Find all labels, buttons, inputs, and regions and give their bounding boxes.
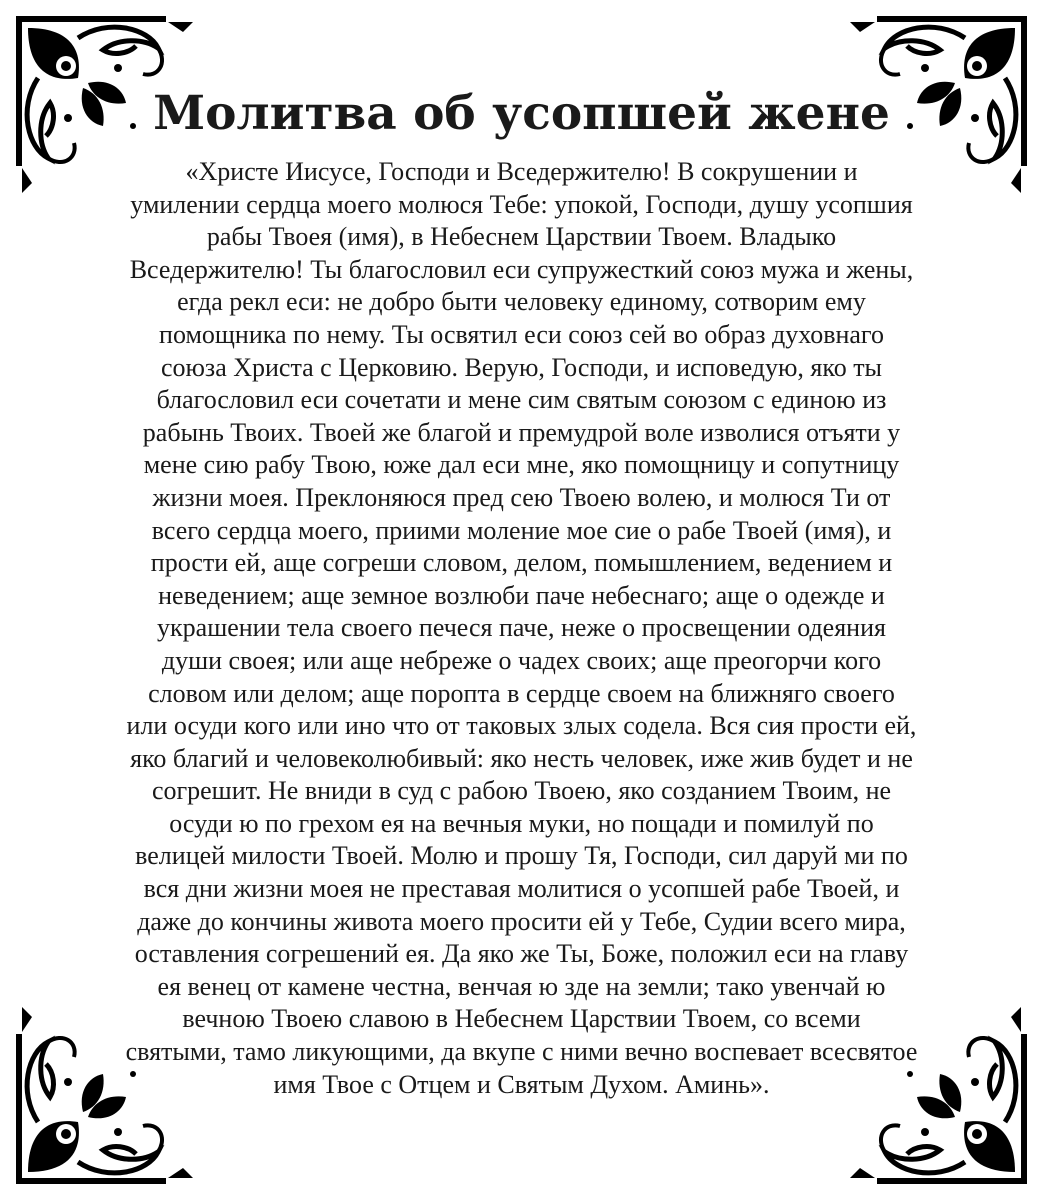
prayer-line: помощника по нему. Ты освятил еси союз сей во образ духовнаго <box>159 319 884 349</box>
prayer-line: или осуди кого или ино что от таковых злых содела. Вся сия прости ей, <box>126 711 917 741</box>
prayer-line: прости ей, аще согреши словом, делом, помышлением, ведением и <box>150 548 893 578</box>
prayer-line: жизни моея. Преклоняюся пред сею Твоею волею, и молюся Ти от <box>152 482 891 512</box>
prayer-line: рабы Твоея (имя), в Небеснем Царствии Твоем. Владыко <box>206 222 837 252</box>
prayer-line: имя Твое с Отцем и Святым Духом. Аминь». <box>273 1069 770 1099</box>
prayer-line: неведением; аще земное возлюби паче небеснаго; аще о одежде и <box>158 580 885 610</box>
prayer-line: «Христе Иисусе, Господи и Вседержителю! В сокрушении и <box>185 157 858 186</box>
prayer-line: велицей милости Твоей. Молю и прошу Тя, Господи, сил даруй ми по <box>135 841 908 871</box>
page-title: Молитва об усопшей жене <box>153 86 890 141</box>
prayer-line: мене сию рабу Твою, юже дал еси мне, яко помощницу и сопутницу <box>143 450 900 480</box>
prayer-line: вечною Твоею славою в Небеснем Царствии Твоем, со всеми <box>182 1004 861 1034</box>
prayer-text <box>80 156 963 1101</box>
prayer-line: ея венец от камене честна, венчая ю зде на земли; тако увенчай ю <box>157 971 886 1001</box>
prayer-line: святыми, тамо ликующими, да вкупе с ними вечно воспевает всесвятое <box>125 1037 918 1067</box>
prayer-line: оставления согрешений ея. Да яко же Ты, Боже, положил еси на главу <box>134 939 909 969</box>
prayer-line: даже до кончины живота моего просити ей у Тебе, Судии всего мира, <box>137 906 906 936</box>
prayer-line: словом или делом; аще поропта в сердце своем на ближняго своего <box>148 678 895 708</box>
prayer-line: души своея; или аще небреже о чадех своих; аще преогорчи кого <box>161 645 882 675</box>
prayer-line: егда рекл еси: не добро быти человеку единому, сотворим ему <box>177 287 866 317</box>
prayer-line: союза Христа с Церковию. Верую, Господи, и исповедую, яко ты <box>160 352 883 382</box>
prayer-line: всего сердца моего, приими моление мое сие о рабе Твоей (имя), и <box>151 515 892 545</box>
prayer-line: яко благий и человеколюбивый: яко несть человек, иже жив будет и не <box>130 743 913 773</box>
prayer-line: умилении сердца моего молюся Тебе: упокой, Господи, душу усопшия <box>130 189 913 219</box>
prayer-line: благословил еси сочетати и мене сим святым союзом с единою из <box>156 385 887 415</box>
prayer-line: рабынь Твоих. Твоей же благой и премудрой воле изволися отъяти у <box>142 417 901 447</box>
prayer-line: вся дни жизни моея не преставая молитися о усопшей рабе Твоей, и <box>143 874 900 904</box>
prayer-line: украшении тела своего печеся паче, неже о просвещении одеяния <box>157 613 886 643</box>
prayer-line: осуди ю по грехом ея на вечныя муки, но пощади и помилуй по <box>169 808 874 838</box>
prayer-line: Вседержителю! Ты благословил еси супружесткий союз мужа и жены, <box>129 254 914 284</box>
prayer-line: согрешит. Не вниди в суд с рабою Твоею, яко созданием Твоим, не <box>151 776 892 806</box>
